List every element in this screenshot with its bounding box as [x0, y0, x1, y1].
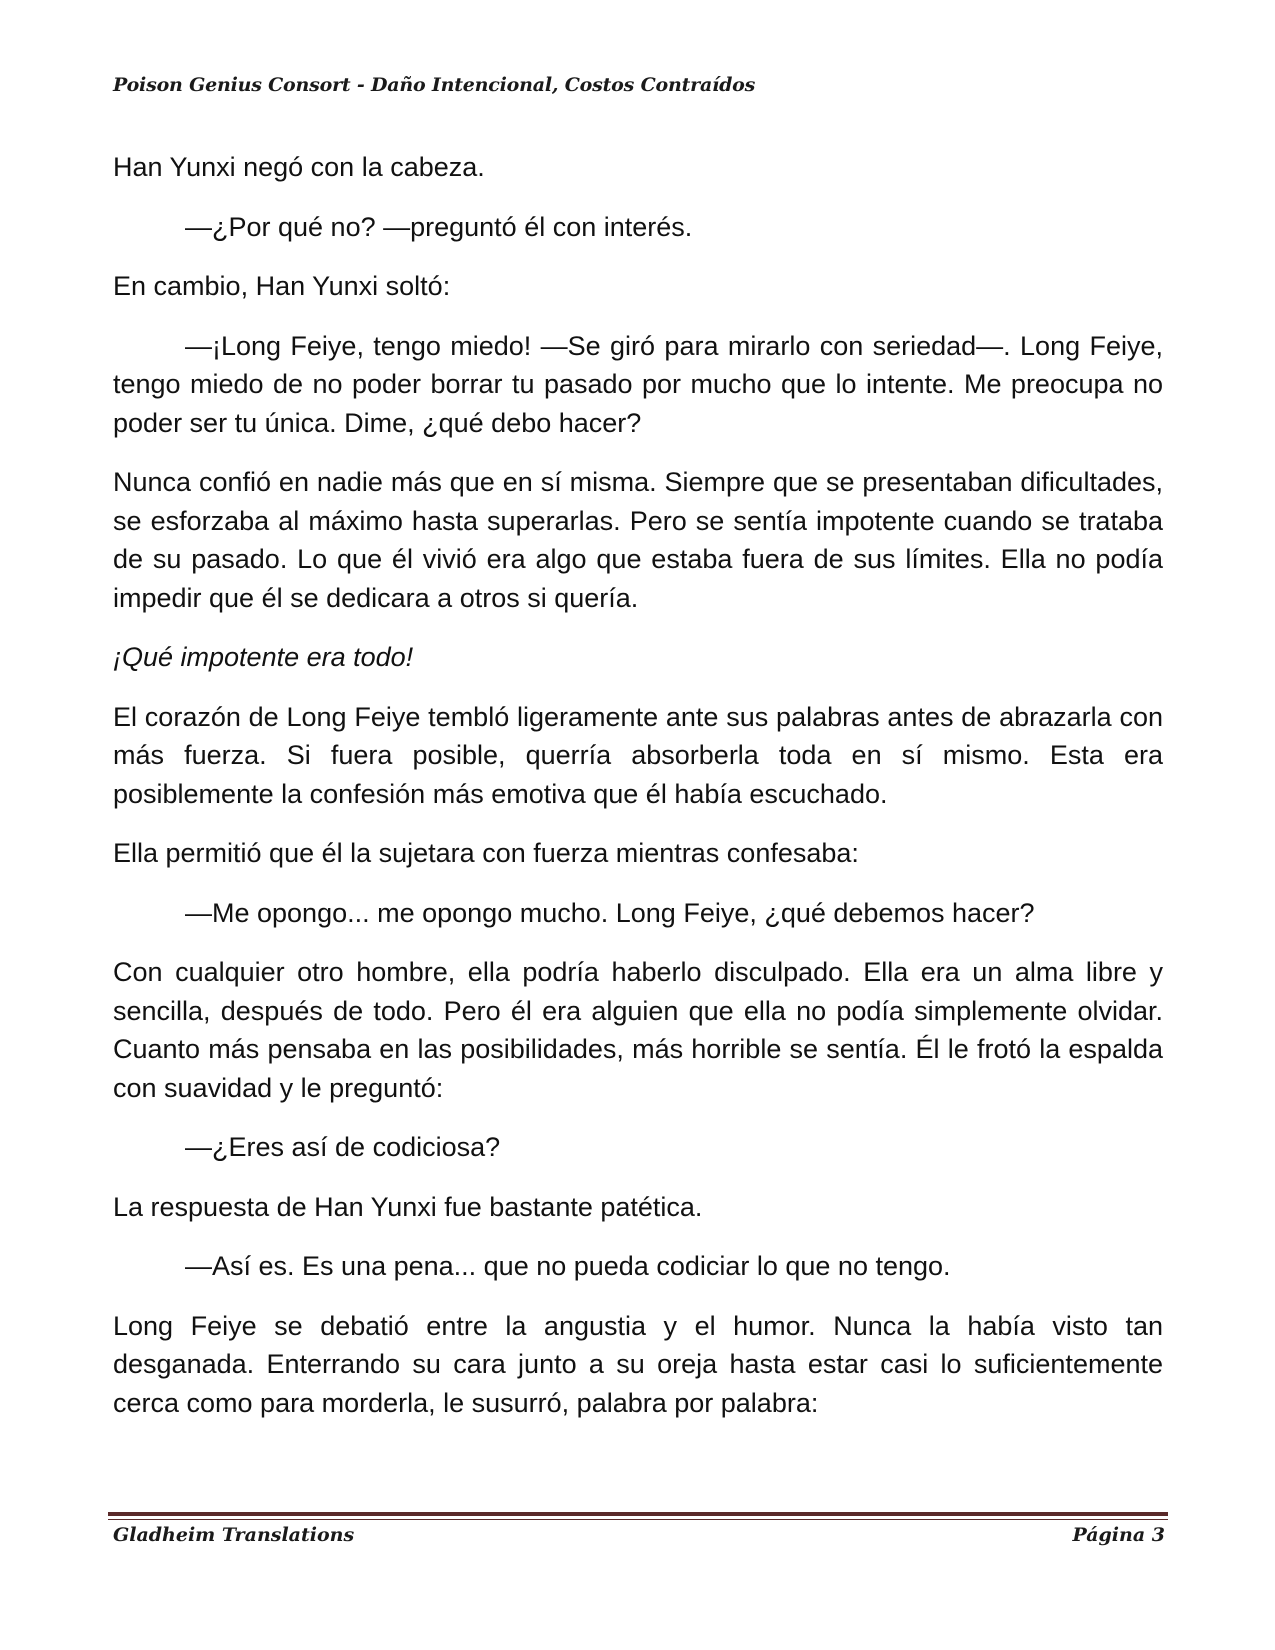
paragraph: Nunca confió en nadie más que en sí misma. Siempre que se presentaban dificultades, se esforzaba al máximo hasta superarlas. Pero se sentía impotente cuando se trataba de su pasado. Lo que él vivió era algo que estaba fuera de sus límites. Ella no podía impedir que él se dedicara a otros si quería. — [113, 467, 1163, 613]
paragraph: Con cualquier otro hombre, ella podría haberlo disculpado. Ella era un alma libre y sencilla, después de todo. Pero él era alguien que ella no podía simplemente olvidar. Cuanto más pensaba en las posibilidades, más horrible se sentía. Él le frotó la espalda con suavidad y le preguntó: — [113, 957, 1163, 1103]
footer-page-number: Página 3 — [1072, 1524, 1165, 1546]
dialogue-paragraph: —¿Por qué no? —preguntó él con interés. — [185, 211, 693, 242]
paragraph: Ella permitió que él la sujetara con fuerza mientras confesaba: — [113, 838, 859, 868]
paragraph: En cambio, Han Yunxi soltó: — [113, 271, 451, 301]
dialogue-paragraph: —¿Eres así de codiciosa? — [185, 1132, 501, 1162]
italic-thought-paragraph: ¡Qué impotente era todo! — [113, 642, 414, 672]
dialogue-paragraph: —Me opongo... me opongo mucho. Long Feiye, ¿qué debemos hacer? — [185, 897, 1035, 928]
paragraph: La respuesta de Han Yunxi fue bastante patética. — [113, 1191, 703, 1222]
dialogue-paragraph: —¡Long Feiye, tengo miedo! —Se giró para mirarlo con seriedad—. Long Feiye, tengo miedo de no poder borrar tu pasado por mucho que lo intente. Me preocupa no poder ser tu única. Dime, ¿qué debo hacer? — [113, 330, 1163, 438]
paragraph: Han Yunxi negó con la cabeza. — [113, 152, 485, 182]
footer-divider-thin — [108, 1519, 1168, 1520]
page-header-title: Poison Genius Consort - Daño Intencional, Costos Contraídos — [113, 74, 756, 96]
footer-publisher: Gladheim Translations — [113, 1524, 355, 1546]
paragraph: El corazón de Long Feiye tembló ligeramente ante sus palabras antes de abrazarla con más fuerza. Si fuera posible, querría absorberla toda en sí mismo. Esta era posiblemente la confesión más emotiva que él había escuchado. — [113, 701, 1163, 809]
footer-divider-thick — [108, 1512, 1168, 1516]
document-body — [113, 148, 1163, 1443]
paragraph: Long Feiye se debatió entre la angustia y el humor. Nunca la había visto tan desganada. Enterrando su cara junto a su oreja hasta estar casi lo suficientemente cerca como para morderla, le susurró, palabra por palabra: — [113, 1310, 1163, 1418]
dialogue-paragraph: —Así es. Es una pena... que no pueda codiciar lo que no tengo. — [185, 1251, 951, 1281]
